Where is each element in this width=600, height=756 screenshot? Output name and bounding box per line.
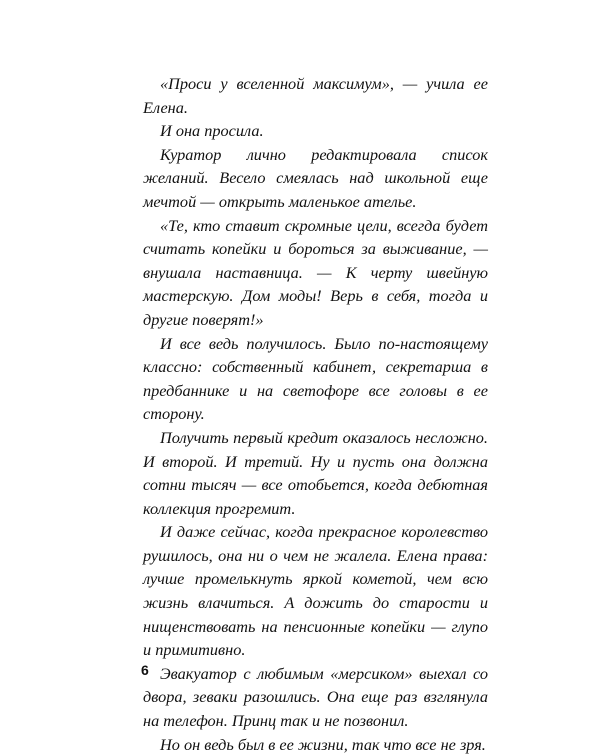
paragraph-4: «Те, кто ставит скромные цели, всегда будет считать копейки и бороться за выживание, — внушала наставница. — К черту швейную мастерскую. Дом моды! Верь в себя, тогда и другие поверят!» xyxy=(143,215,488,329)
page-number: 6 xyxy=(141,662,149,678)
paragraph-2: И она просила. xyxy=(160,121,264,141)
paragraph-8: Эвакуатор с любимым «мерсиком» выехал со двора, зеваки разошлись. Она еще раз взглянула на телефон. Принц так и не позвонил. xyxy=(143,663,488,731)
paragraph-1: «Проси у вселенной максимум», — учила ее Елена. xyxy=(143,74,488,117)
paragraph-3: Куратор лично редактировала список желаний. Весело смеялась над школьной еще мечтой — открыть маленькое ателье. xyxy=(143,144,488,211)
body-text xyxy=(143,72,488,756)
paragraph-9: Но он ведь был в ее жизни, так что все не зря. xyxy=(160,734,486,754)
paragraph-6: Получить первый кредит оказалось несложно. И второй. И третий. Ну и пусть она должна сотни тысяч — все отобьется, когда дебютная коллекция прогремит. xyxy=(143,427,488,518)
paragraph-7: И даже сейчас, когда прекрасное королевство рушилось, она ни о чем не жалела. Елена права: лучше промелькнуть яркой кометой, чем всю жизнь влачиться. А дожить до старости и нищенствовать на пенсионные копейки — глупо и примитивно. xyxy=(143,522,488,660)
paragraph-5: И все ведь получилось. Было по-настоящему классно: собственный кабинет, секретарша в предбаннике и на светофоре все головы в ее сторону. xyxy=(143,333,488,424)
